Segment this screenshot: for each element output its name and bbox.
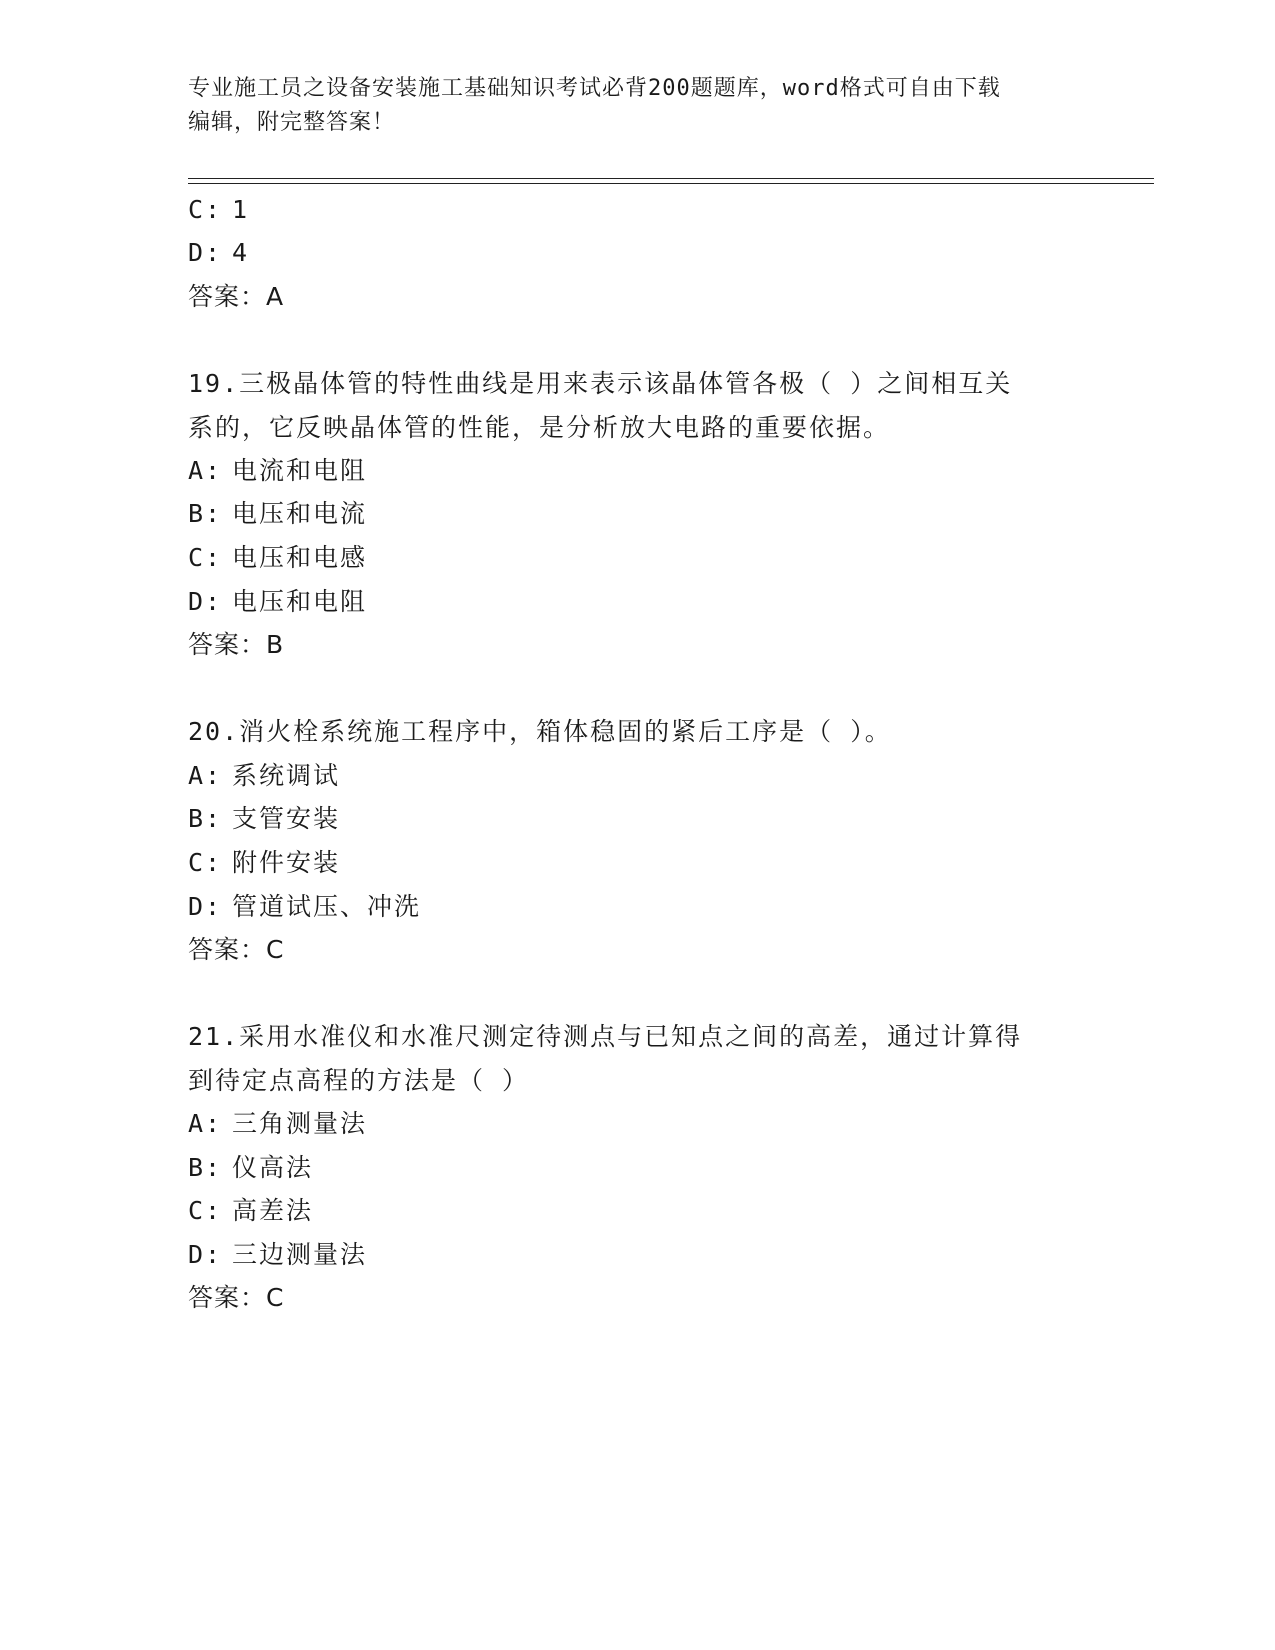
option-text: 三角测量法 — [232, 1109, 368, 1138]
question-19-stem-line-1: 19.三极晶体管的特性曲线是用来表示该晶体管各极（ ）之间相互关 — [188, 369, 1013, 398]
option-text: 支管安装 — [232, 804, 341, 833]
option-text: 4 — [232, 238, 250, 267]
option-text: 电压和电阻 — [232, 587, 368, 616]
option-a — [188, 759, 340, 793]
option-b — [188, 497, 367, 531]
option-text: 附件安装 — [232, 848, 341, 877]
option-letter: A: — [188, 1109, 223, 1138]
option-c — [188, 846, 340, 880]
option-letter: D: — [188, 587, 223, 616]
option-d — [188, 1238, 367, 1272]
option-b — [188, 802, 340, 836]
answer-line: 答案：B — [188, 630, 285, 659]
option-letter: B: — [188, 1153, 223, 1182]
option-d — [188, 585, 367, 619]
header-title-line-2: 编辑，附完整答案！ — [188, 110, 396, 135]
option-letter: C: — [188, 195, 223, 224]
option-c — [188, 193, 249, 227]
option-c — [188, 541, 367, 575]
option-d — [188, 236, 249, 270]
option-d — [188, 890, 421, 924]
option-letter: B: — [188, 499, 223, 528]
option-letter: A: — [188, 761, 223, 790]
header-divider-bottom — [188, 183, 1154, 184]
option-text: 电流和电阻 — [232, 456, 368, 485]
option-letter: D: — [188, 238, 223, 267]
answer-line: 答案：C — [188, 1283, 285, 1312]
option-c — [188, 1194, 313, 1228]
answer-line: 答案：C — [188, 935, 285, 964]
question-21-stem-line-1: 21.采用水准仪和水准尺测定待测点与已知点之间的高差，通过计算得 — [188, 1022, 1023, 1051]
option-a — [188, 454, 367, 488]
option-text: 三边测量法 — [232, 1240, 368, 1269]
header-divider-top — [188, 178, 1154, 179]
option-text: 高差法 — [232, 1196, 314, 1225]
option-letter: B: — [188, 804, 223, 833]
option-text: 管道试压、冲洗 — [232, 892, 422, 921]
option-text: 电压和电感 — [232, 543, 368, 572]
question-20-stem-line-1: 20.消火栓系统施工程序中，箱体稳固的紧后工序是（ ）。 — [188, 717, 892, 746]
option-letter: D: — [188, 1240, 223, 1269]
option-text: 1 — [232, 195, 250, 224]
answer-line: 答案：A — [188, 282, 285, 311]
option-letter: C: — [188, 848, 223, 877]
option-text: 仪高法 — [232, 1153, 314, 1182]
document-header — [188, 72, 1088, 140]
option-text: 电压和电流 — [232, 499, 368, 528]
option-b — [188, 1151, 313, 1185]
option-a — [188, 1107, 367, 1141]
option-letter: C: — [188, 543, 223, 572]
option-letter: A: — [188, 456, 223, 485]
option-letter: D: — [188, 892, 223, 921]
header-title-line-1: 专业施工员之设备安装施工基础知识考试必背200题题库，word格式可自由下载 — [188, 76, 1001, 101]
option-letter: C: — [188, 1196, 223, 1225]
question-21-stem-line-2: 到待定点高程的方法是（ ） — [188, 1066, 530, 1095]
option-text: 系统调试 — [232, 761, 341, 790]
question-19-stem-line-2: 系的，它反映晶体管的性能，是分析放大电路的重要依据。 — [188, 413, 891, 442]
